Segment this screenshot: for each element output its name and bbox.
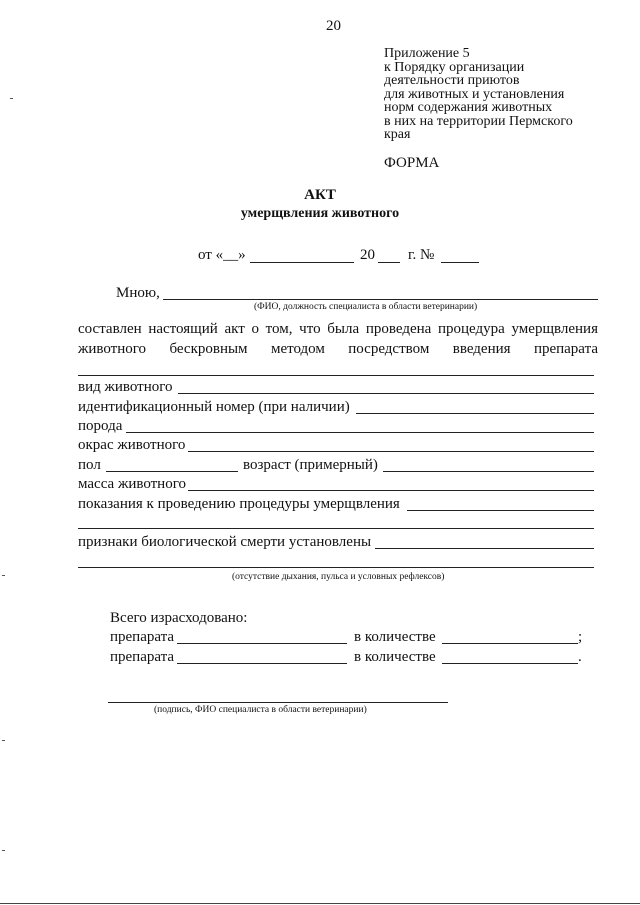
indications-label: показания к проведению процедуры умерщвления — [78, 496, 400, 512]
appendix-line: в них на территории Пермского — [384, 113, 573, 129]
appendix-line: деятельности приютов — [384, 73, 520, 88]
scan-mark — [10, 98, 13, 99]
document-subtitle: умерщвления животного — [240, 206, 400, 221]
appendix-line: края — [384, 127, 411, 142]
date-month-field[interactable] — [250, 262, 354, 263]
scan-mark — [2, 850, 5, 851]
row-end-mark: . — [578, 649, 582, 665]
appendix-line: Приложение 5 — [384, 46, 470, 61]
scan-mark — [2, 575, 5, 576]
statement-word: препарата — [533, 341, 598, 357]
weight-field[interactable] — [188, 490, 594, 491]
amount-label: в количестве — [354, 649, 436, 665]
page-number: 20 — [326, 18, 341, 34]
act-number-field[interactable] — [441, 262, 479, 263]
signature-caption: (подпись, ФИО специалиста в области ветеринарии) — [154, 705, 367, 715]
statement-line-2 — [78, 341, 598, 358]
statement-word: введения — [452, 341, 511, 357]
performer-field[interactable] — [163, 299, 598, 300]
statement-line-1: составлен настоящий акт о том, что была проведена процедура умерщвления — [78, 321, 598, 337]
appendix-line: к Порядку организации — [384, 59, 525, 75]
drug-label: препарата — [110, 649, 175, 665]
appendix-line: для животных и установления — [384, 86, 565, 102]
id-number-field[interactable] — [356, 413, 594, 414]
date-year-prefix: 20 — [360, 247, 375, 263]
breed-field[interactable] — [126, 432, 594, 433]
sex-label: пол — [78, 457, 101, 473]
signature-field[interactable] — [108, 702, 448, 703]
indications-field[interactable] — [407, 510, 594, 511]
death-signs-caption: (отсутствие дыхания, пульса и условных рефлексов) — [232, 572, 445, 582]
drug-name-field-1[interactable] — [177, 643, 347, 644]
species-label: вид животного — [78, 379, 173, 395]
color-label: окрас животного — [78, 437, 186, 453]
drug-name-field[interactable] — [78, 375, 594, 376]
breed-label: порода — [78, 418, 123, 434]
consumption-heading: Всего израсходовано: — [110, 610, 248, 626]
statement-word: животного — [78, 341, 147, 357]
statement-word: посредством — [348, 341, 430, 357]
form-label: ФОРМА — [384, 155, 440, 171]
weight-label: масса животного — [78, 476, 186, 492]
scan-mark — [2, 740, 5, 741]
act-number-label: г. № — [408, 247, 435, 263]
statement-word: методом — [270, 341, 325, 357]
death-signs-field-continuation[interactable] — [78, 567, 594, 568]
date-year-field[interactable] — [378, 262, 400, 263]
performer-label: Мною, — [116, 285, 160, 301]
appendix-block — [384, 47, 573, 142]
amount-label: в количестве — [354, 629, 436, 645]
amount-field-2[interactable] — [442, 663, 578, 664]
appendix-line: норм содержания животных — [384, 100, 553, 115]
amount-field-1[interactable] — [442, 643, 578, 644]
performer-caption: (ФИО, должность специалиста в области ветеринарии) — [254, 302, 478, 312]
age-field[interactable] — [383, 471, 594, 472]
drug-name-field-2[interactable] — [177, 663, 347, 664]
death-signs-field[interactable] — [375, 548, 594, 549]
age-label: возраст (примерный) — [243, 457, 378, 473]
death-signs-label: признаки биологической смерти установлены — [78, 534, 372, 550]
drug-label: препарата — [110, 629, 175, 645]
page-bottom-edge — [0, 903, 640, 904]
statement-word: бескровным — [169, 341, 248, 357]
sex-field[interactable] — [106, 471, 238, 472]
species-field[interactable] — [178, 393, 594, 394]
id-number-label: идентификационный номер (при наличии) — [78, 399, 350, 415]
date-from-label: от «__» — [198, 247, 246, 263]
row-end-mark: ; — [578, 629, 583, 645]
indications-field-continuation[interactable] — [78, 528, 594, 529]
document-title: АКТ — [304, 187, 336, 203]
color-field[interactable] — [188, 451, 594, 452]
